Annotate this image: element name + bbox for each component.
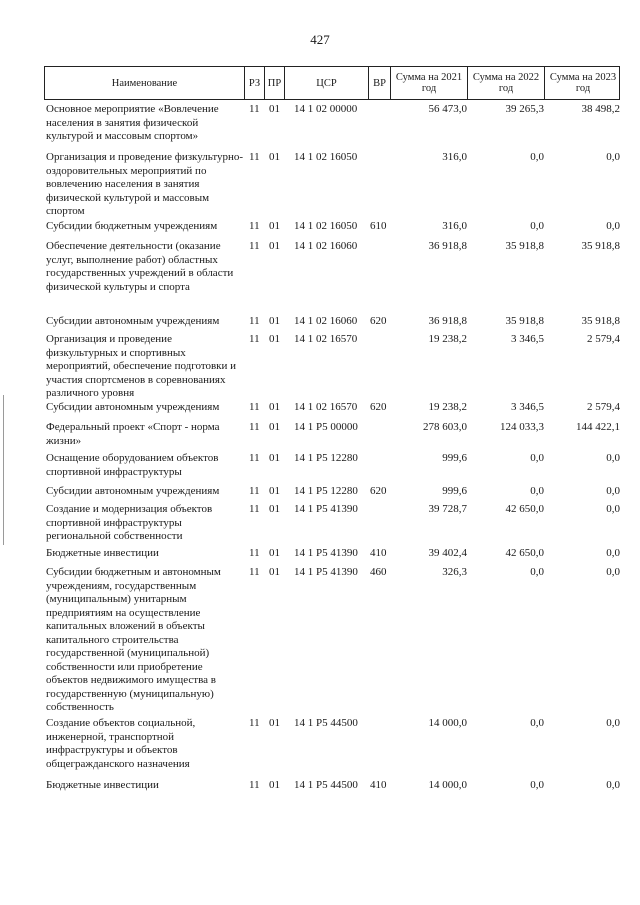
table-header — [44, 66, 620, 100]
header-sum-2021: Сумма на 2021 год — [391, 67, 468, 99]
row-pr: 01 — [269, 103, 280, 115]
row-sum-2022: 0,0 — [530, 220, 544, 232]
row-rz: 11 — [249, 151, 260, 163]
row-rz: 11 — [249, 401, 260, 413]
row-name: Федеральный проект «Спорт - норма жизни» — [46, 421, 220, 447]
row-rz: 11 — [249, 220, 260, 232]
header-name: Наименование — [45, 67, 245, 99]
row-sum-2023: 0,0 — [606, 547, 620, 559]
row-csr: 14 1 P5 41390 — [294, 566, 358, 578]
row-rz: 11 — [249, 547, 260, 559]
row-csr: 14 1 P5 00000 — [294, 421, 358, 433]
row-sum-2022: 3 346,5 — [511, 401, 544, 413]
row-vr: 610 — [370, 220, 387, 232]
row-sum-2021: 316,0 — [442, 151, 467, 163]
row-csr: 14 1 02 00000 — [294, 103, 358, 115]
row-pr: 01 — [269, 452, 280, 464]
row-name: Оснащение оборудованием объектов спортивной инфраструктуры — [46, 452, 219, 478]
header-csr: ЦСР — [285, 67, 369, 99]
row-name: Обеспечение деятельности (оказание услуг, выполнение работ) областных государственных учреждений в области физической культуры и спорта — [46, 240, 234, 293]
row-name: Создание объектов социальной, инженерной, транспортной инфраструктуры и объектов общегражданского назначения — [46, 717, 196, 770]
row-sum-2023: 2 579,4 — [587, 401, 620, 413]
row-csr: 14 1 02 16570 — [294, 401, 358, 413]
row-vr: 460 — [370, 566, 387, 578]
row-csr: 14 1 02 16570 — [294, 333, 358, 345]
row-sum-2022: 0,0 — [530, 452, 544, 464]
row-sum-2023: 0,0 — [606, 151, 620, 163]
row-csr: 14 1 P5 41390 — [294, 547, 358, 559]
row-sum-2023: 2 579,4 — [587, 333, 620, 345]
header-vr: ВР — [369, 67, 391, 99]
row-sum-2022: 0,0 — [530, 717, 544, 729]
row-csr: 14 1 P5 41390 — [294, 503, 358, 515]
row-pr: 01 — [269, 503, 280, 515]
row-pr: 01 — [269, 220, 280, 232]
row-name: Организация и проведение физкультурных и спортивных мероприятий, обеспечение подготовки и участия спортсменов в соревнованиях различного уровня — [46, 333, 237, 399]
row-rz: 11 — [249, 566, 260, 578]
row-sum-2021: 56 473,0 — [428, 103, 467, 115]
header-pr: ПР — [265, 67, 285, 99]
row-vr: 410 — [370, 779, 387, 791]
row-pr: 01 — [269, 717, 280, 729]
row-pr: 01 — [269, 421, 280, 433]
row-name: Организация и проведение физкультурно-оздоровительных мероприятий по вовлечению населения в занятия физической культурой и массовым спортом — [46, 151, 244, 217]
row-name: Субсидии автономным учреждениям — [46, 315, 220, 327]
row-vr: 620 — [370, 315, 387, 327]
row-csr: 14 1 P5 12280 — [294, 485, 358, 497]
header-sum-2022: Сумма на 2022 год — [468, 67, 545, 99]
row-name: Субсидии автономным учреждениям — [46, 485, 220, 497]
row-sum-2021: 326,3 — [442, 566, 467, 578]
row-sum-2023: 144 422,1 — [576, 421, 620, 433]
row-sum-2022: 39 265,3 — [505, 103, 544, 115]
row-name: Бюджетные инвестиции — [46, 547, 159, 559]
row-sum-2022: 42 650,0 — [505, 503, 544, 515]
row-vr: 620 — [370, 401, 387, 413]
header-rz: РЗ — [245, 67, 265, 99]
row-pr: 01 — [269, 779, 280, 791]
row-sum-2022: 35 918,8 — [505, 315, 544, 327]
row-name: Основное мероприятие «Вовлечение населения в занятия физической культурой и массовым спортом» — [46, 103, 219, 142]
row-pr: 01 — [269, 151, 280, 163]
row-sum-2023: 35 918,8 — [581, 315, 620, 327]
row-sum-2021: 36 918,8 — [428, 315, 467, 327]
row-sum-2021: 14 000,0 — [428, 779, 467, 791]
row-sum-2022: 0,0 — [530, 485, 544, 497]
row-sum-2023: 0,0 — [606, 779, 620, 791]
row-rz: 11 — [249, 485, 260, 497]
row-pr: 01 — [269, 315, 280, 327]
row-name: Субсидии бюджетным и автономным учреждениям, государственным (муниципальным) унитарным предприятиям на осуществление капитальных вложений в объекты капитального строительства государственной (муниципальной) собственности или приобретение объектов недвижимого имущества в государственную (муниципальную) собственность — [46, 566, 221, 713]
header-sum-2023: Сумма на 2023 год — [549, 72, 617, 94]
row-sum-2022: 0,0 — [530, 151, 544, 163]
row-rz: 11 — [249, 717, 260, 729]
row-sum-2022: 3 346,5 — [511, 333, 544, 345]
row-rz: 11 — [249, 315, 260, 327]
row-sum-2022: 0,0 — [530, 566, 544, 578]
row-vr: 410 — [370, 547, 387, 559]
row-rz: 11 — [249, 421, 260, 433]
row-csr: 14 1 02 16050 — [294, 151, 358, 163]
row-pr: 01 — [269, 566, 280, 578]
row-sum-2021: 39 402,4 — [428, 547, 467, 559]
row-csr: 14 1 02 16050 — [294, 220, 358, 232]
row-sum-2021: 36 918,8 — [428, 240, 467, 252]
row-sum-2021: 999,6 — [442, 485, 467, 497]
row-name: Создание и модернизация объектов спортивной инфраструктуры региональной собственности — [46, 503, 213, 542]
row-pr: 01 — [269, 547, 280, 559]
row-name: Субсидии бюджетным учреждениям — [46, 220, 218, 232]
row-vr: 620 — [370, 485, 387, 497]
row-sum-2023: 35 918,8 — [581, 240, 620, 252]
row-pr: 01 — [269, 401, 280, 413]
row-rz: 11 — [249, 452, 260, 464]
row-sum-2021: 19 238,2 — [428, 333, 467, 345]
row-sum-2023: 0,0 — [606, 452, 620, 464]
row-sum-2021: 999,6 — [442, 452, 467, 464]
row-pr: 01 — [269, 240, 280, 252]
row-sum-2022: 0,0 — [530, 779, 544, 791]
row-pr: 01 — [269, 333, 280, 345]
row-sum-2022: 35 918,8 — [505, 240, 544, 252]
row-sum-2023: 0,0 — [606, 503, 620, 515]
row-sum-2023: 0,0 — [606, 566, 620, 578]
row-sum-2023: 0,0 — [606, 717, 620, 729]
row-rz: 11 — [249, 240, 260, 252]
row-sum-2022: 124 033,3 — [500, 421, 544, 433]
row-sum-2023: 0,0 — [606, 485, 620, 497]
row-rz: 11 — [249, 333, 260, 345]
row-sum-2021: 39 728,7 — [428, 503, 467, 515]
row-csr: 14 1 P5 44500 — [294, 717, 358, 729]
row-name: Субсидии автономным учреждениям — [46, 401, 220, 413]
row-rz: 11 — [249, 103, 260, 115]
page-number: 427 — [310, 32, 330, 47]
row-csr: 14 1 02 16060 — [294, 315, 358, 327]
row-name: Бюджетные инвестиции — [46, 779, 159, 791]
row-rz: 11 — [249, 503, 260, 515]
row-sum-2021: 278 603,0 — [423, 421, 467, 433]
row-sum-2021: 14 000,0 — [428, 717, 467, 729]
row-sum-2022: 42 650,0 — [505, 547, 544, 559]
row-sum-2023: 38 498,2 — [581, 103, 620, 115]
row-pr: 01 — [269, 485, 280, 497]
row-csr: 14 1 P5 12280 — [294, 452, 358, 464]
margin-line — [3, 395, 4, 545]
row-rz: 11 — [249, 779, 260, 791]
row-csr: 14 1 02 16060 — [294, 240, 358, 252]
row-csr: 14 1 P5 44500 — [294, 779, 358, 791]
row-sum-2023: 0,0 — [606, 220, 620, 232]
row-sum-2021: 19 238,2 — [428, 401, 467, 413]
row-sum-2021: 316,0 — [442, 220, 467, 232]
